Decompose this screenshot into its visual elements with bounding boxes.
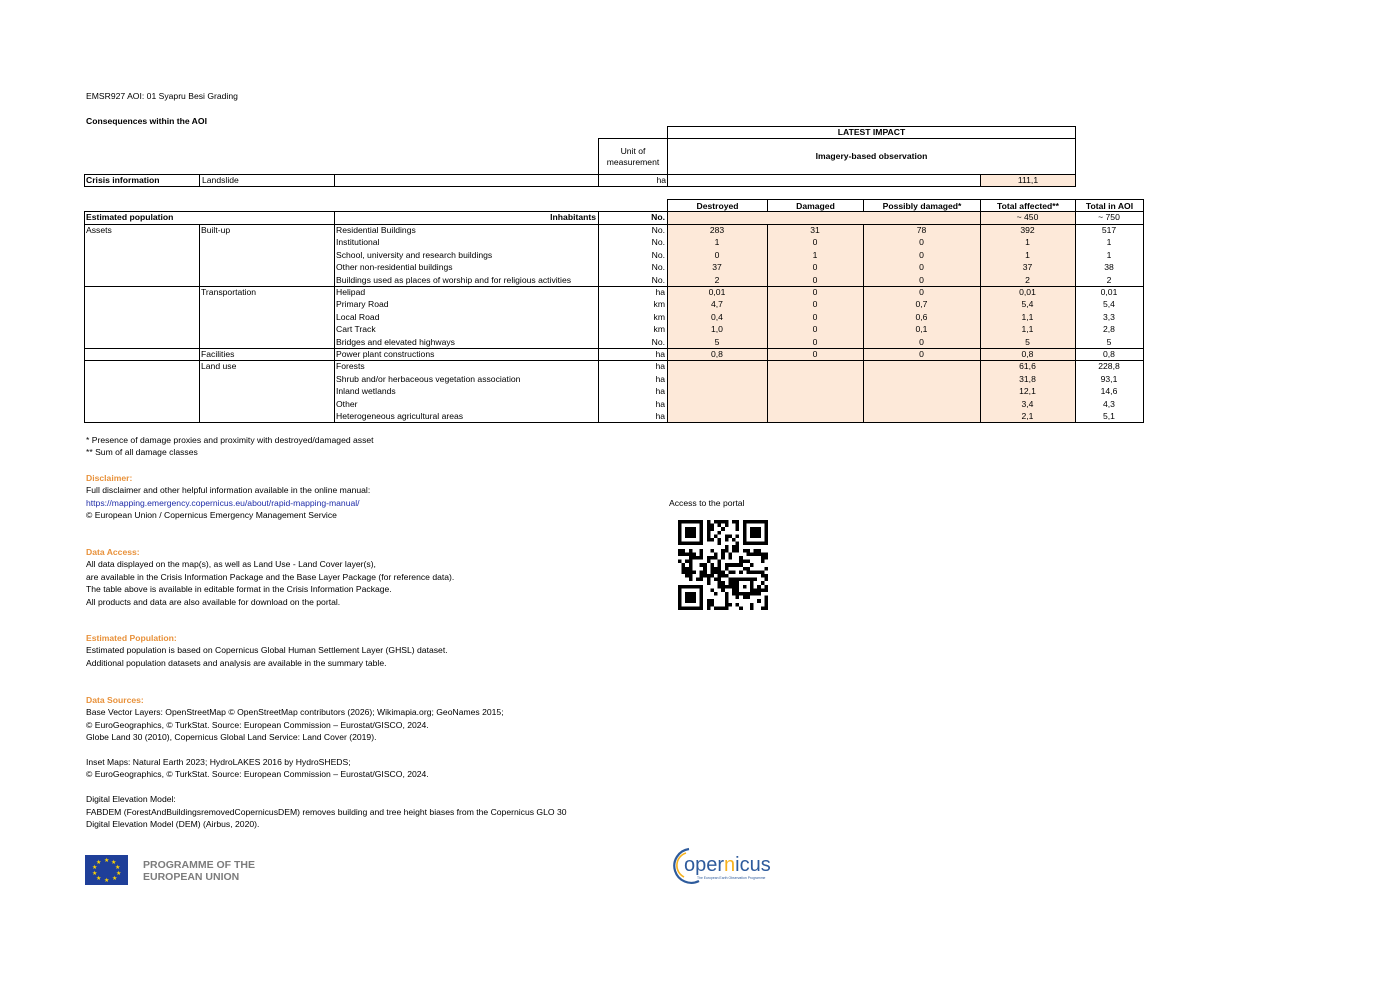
damaged-value: 0 (812, 324, 818, 335)
total-aoi-value: 93,1 (1100, 373, 1118, 384)
group-label: Transportation (201, 287, 257, 297)
destroyed-value: 1 (714, 237, 720, 248)
data-access-line: are available in the Crisis Information Package and the Base Layer Package (for reference data). (86, 571, 455, 582)
asset-unit: No. (651, 249, 665, 260)
asset-item: Shrub and/or herbaceous vegetation association (336, 373, 521, 384)
asset-unit: ha (655, 386, 665, 397)
total-affected-value: 5,4 (1021, 299, 1034, 310)
total-affected-value: 1 (1025, 237, 1030, 248)
asset-unit: No. (651, 262, 665, 273)
population-total-affected: ~ 450 (1016, 212, 1039, 223)
total-affected-value: 5 (1025, 336, 1030, 347)
crisis-unit: ha (656, 175, 666, 185)
possibly-damaged-value: 0,7 (915, 299, 928, 310)
asset-unit: ha (655, 361, 665, 372)
data-access-line: All products and data are also available for download on the portal. (86, 596, 341, 607)
column-header: Total affected** (980, 199, 1076, 212)
total-aoi-value: 228,8 (1098, 361, 1120, 372)
copernicus-logo (684, 854, 771, 877)
crisis-label: Crisis information (86, 175, 160, 185)
crisis-type: Landslide (202, 175, 239, 185)
data-access-line: All data displayed on the map(s), as well as Land Use - Land Cover layer(s), (86, 559, 376, 570)
population-total-aoi: ~ 750 (1098, 212, 1120, 223)
total-affected-value: 31,8 (1019, 373, 1036, 384)
total-aoi-value: 2,8 (1103, 324, 1115, 335)
total-aoi-value: 3,3 (1103, 311, 1115, 322)
data-sources-line: © EuroGeographics, © TurkStat. Source: European Commission – Eurostat/GISCO, 2024. (86, 769, 429, 780)
disclaimer-section (86, 472, 370, 522)
population-unit: No. (651, 212, 665, 223)
asset-item: Inland wetlands (336, 386, 396, 397)
destroyed-value: 37 (712, 262, 722, 273)
copyright-text: © European Union / Copernicus Emergency Management Service (86, 510, 337, 521)
data-sources-line: FABDEM (ForestAndBuildingsremovedCopernicusDEM) removes building and tree height biases from the Copernicus GLO 30 (86, 806, 567, 817)
eu-programme-label (143, 860, 255, 883)
asset-item: Bridges and elevated highways (336, 336, 455, 347)
data-sources-line (86, 744, 567, 756)
asset-unit: ha (655, 373, 665, 384)
asset-item: Other non-residential buildings (336, 262, 453, 273)
copernicus-text: ope (684, 854, 718, 876)
asset-item: School, university and research buildings (336, 249, 493, 260)
total-aoi-value: 5,1 (1103, 411, 1115, 421)
asset-item: Cart Track (336, 324, 376, 335)
population-label: Estimated population (86, 212, 174, 223)
destroyed-value: 0,01 (708, 287, 726, 297)
damaged-value: 1 (812, 249, 818, 260)
asset-item: Primary Road (336, 299, 389, 310)
asset-unit: ha (655, 349, 665, 359)
data-sources-section (86, 694, 567, 830)
possibly-damaged-value: 0 (919, 237, 924, 248)
disclaimer-text: Full disclaimer and other helpful information available in the online manual: (86, 485, 371, 496)
damaged-value: 0 (812, 349, 818, 359)
group-label: Facilities (201, 349, 235, 359)
total-affected-value: 392 (1020, 225, 1035, 235)
asset-item: Institutional (336, 237, 380, 248)
data-sources-line (86, 781, 567, 793)
possibly-damaged-value: 0 (919, 287, 924, 297)
damaged-value: 31 (810, 225, 820, 235)
document-title: EMSR927 AOI: 01 Syapru Besi Grading (86, 91, 238, 101)
total-aoi-value: 1 (1106, 249, 1112, 260)
eu-programme-line: EUROPEAN UNION (143, 870, 240, 883)
possibly-damaged-value: 78 (916, 225, 927, 235)
damaged-value: 0 (812, 311, 818, 322)
data-sources-line: Base Vector Layers: OpenStreetMap © OpenStreetMap contributors (2026); Wikimapia.org; GeoNames 2015; (86, 707, 504, 718)
destroyed-value: 2 (714, 274, 720, 285)
asset-item: Buildings used as places of worship and for religious activities (336, 274, 572, 285)
possibly-damaged-value: 0,1 (915, 324, 928, 335)
total-aoi-value: 14,6 (1100, 386, 1118, 397)
damaged-value: 0 (812, 336, 818, 347)
data-access-line: The table above is available in editable format in the Crisis Information Package. (86, 584, 392, 595)
data-access-section (86, 546, 454, 608)
damaged-value: 0 (812, 274, 818, 285)
imagery-observation-header: Imagery-based observation (667, 138, 1076, 175)
asset-unit: km (653, 311, 665, 322)
destroyed-value: 0,8 (711, 349, 723, 359)
asset-unit: ha (655, 287, 665, 297)
qr-code-icon[interactable] (678, 520, 768, 610)
total-affected-value: 1 (1025, 249, 1030, 260)
asset-item: Other (336, 398, 358, 409)
eu-flag-icon: ★ ★ ★ ★ ★ ★ ★ ★ ★ ★ (85, 855, 128, 885)
damaged-value: 0 (812, 287, 818, 297)
data-sources-line: Digital Elevation Model: (86, 794, 176, 805)
destroyed-value: 0 (714, 249, 720, 260)
total-aoi-value: 4,3 (1103, 398, 1115, 409)
destroyed-value: 4,7 (711, 299, 723, 310)
total-affected-value: 37 (1022, 262, 1033, 273)
assets-label: Assets (86, 225, 112, 235)
estimated-population-line: Additional population datasets and analysis are available in the summary table. (86, 657, 387, 668)
column-header: Destroyed (667, 199, 768, 212)
disclaimer-heading: Disclaimer: (86, 473, 133, 483)
total-aoi-value: 2 (1106, 274, 1112, 285)
column-header: Total in AOI (1075, 199, 1144, 212)
footnote: ** Sum of all damage classes (86, 447, 198, 458)
asset-item: Helipad (336, 287, 366, 297)
total-affected-value: 0,01 (1019, 287, 1036, 297)
portal-label: Access to the portal (669, 498, 745, 508)
destroyed-value: 1,0 (711, 324, 723, 335)
latest-impact-header: LATEST IMPACT (667, 126, 1076, 139)
asset-item: Forests (336, 361, 365, 372)
inhabitants-label: Inhabitants (550, 212, 596, 223)
estimated-population-line: Estimated population is based on Copernicus Global Human Settlement Layer (GHSL) dataset. (86, 645, 448, 656)
possibly-damaged-value: 0 (919, 249, 924, 260)
asset-unit: ha (655, 398, 665, 409)
total-aoi-value: 0,01 (1100, 287, 1118, 297)
asset-item: Power plant constructions (336, 349, 435, 359)
asset-unit: No. (651, 336, 665, 347)
group-label: Built-up (201, 225, 231, 235)
total-affected-value: 12,1 (1019, 386, 1036, 397)
unit-of-measurement-header: Unit of measurement (598, 138, 668, 175)
asset-item: Heterogeneous agricultural areas (336, 411, 464, 421)
total-aoi-value: 38 (1104, 262, 1114, 273)
estimated-population-heading: Estimated Population: (86, 633, 177, 643)
total-aoi-value: 1 (1106, 237, 1112, 248)
eu-programme-line: PROGRAMME OF THE (143, 859, 255, 871)
total-affected-value: 2,1 (1021, 411, 1034, 421)
total-affected-value: 2 (1025, 274, 1030, 285)
data-sources-heading: Data Sources: (86, 695, 144, 705)
total-affected-value: 0,8 (1021, 349, 1034, 359)
crisis-value: 111,1 (1017, 175, 1039, 185)
copernicus-text: n (724, 854, 736, 876)
total-affected-value: 3,4 (1021, 398, 1034, 409)
copernicus-text: icus (735, 854, 771, 876)
asset-item: Residential Buildings (336, 225, 416, 235)
asset-unit: km (653, 299, 665, 310)
copernicus-text: r (717, 854, 725, 876)
data-access-heading: Data Access: (86, 547, 140, 557)
data-sources-line: Digital Elevation Model (DEM) (Airbus, 2020). (86, 818, 260, 829)
destroyed-value: 5 (714, 336, 720, 347)
column-header: Possibly damaged* (863, 199, 981, 212)
possibly-damaged-value: 0,6 (915, 311, 928, 322)
possibly-damaged-value: 0 (919, 262, 924, 273)
column-header: Damaged (767, 199, 864, 212)
damaged-value: 0 (812, 237, 818, 248)
total-affected-value: 1,1 (1021, 324, 1034, 335)
asset-unit: No. (651, 225, 665, 235)
total-aoi-value: 5 (1106, 336, 1112, 347)
section-subtitle: Consequences within the AOI (86, 116, 207, 126)
asset-unit: No. (651, 237, 665, 248)
total-aoi-value: 5,4 (1103, 299, 1115, 310)
data-sources-line: Inset Maps: Natural Earth 2023; HydroLAKES 2016 by HydroSHEDS; (86, 756, 351, 767)
manual-link[interactable]: https://mapping.emergency.copernicus.eu/about/rapid-mapping-manual/ (86, 497, 360, 508)
footnote: * Presence of damage proxies and proximity with destroyed/damaged asset (86, 435, 374, 445)
damaged-value: 0 (812, 299, 818, 310)
asset-unit: ha (655, 411, 665, 421)
data-sources-line: © EuroGeographics, © TurkStat. Source: European Commission – Eurostat/GISCO, 2024. (86, 719, 429, 730)
group-label: Land use (201, 361, 237, 372)
possibly-damaged-value: 0 (919, 349, 924, 359)
footnotes (86, 434, 374, 459)
asset-item: Local Road (336, 311, 380, 322)
asset-unit: km (653, 324, 665, 335)
total-aoi-value: 0,8 (1103, 349, 1115, 359)
estimated-population-section (86, 632, 448, 669)
total-aoi-value: 517 (1101, 225, 1117, 235)
asset-unit: No. (651, 274, 665, 285)
damaged-value: 0 (812, 262, 818, 273)
total-affected-value: 1,1 (1021, 311, 1034, 322)
total-affected-value: 61,6 (1019, 361, 1036, 372)
possibly-damaged-value: 0 (919, 336, 924, 347)
copernicus-tagline: The European Earth Observation Programme (697, 876, 766, 880)
possibly-damaged-value: 0 (919, 274, 924, 285)
data-sources-line: Globe Land 30 (2010), Copernicus Global Land Service: Land Cover (2019). (86, 732, 377, 743)
destroyed-value: 0,4 (711, 311, 723, 322)
destroyed-value: 283 (709, 225, 725, 235)
